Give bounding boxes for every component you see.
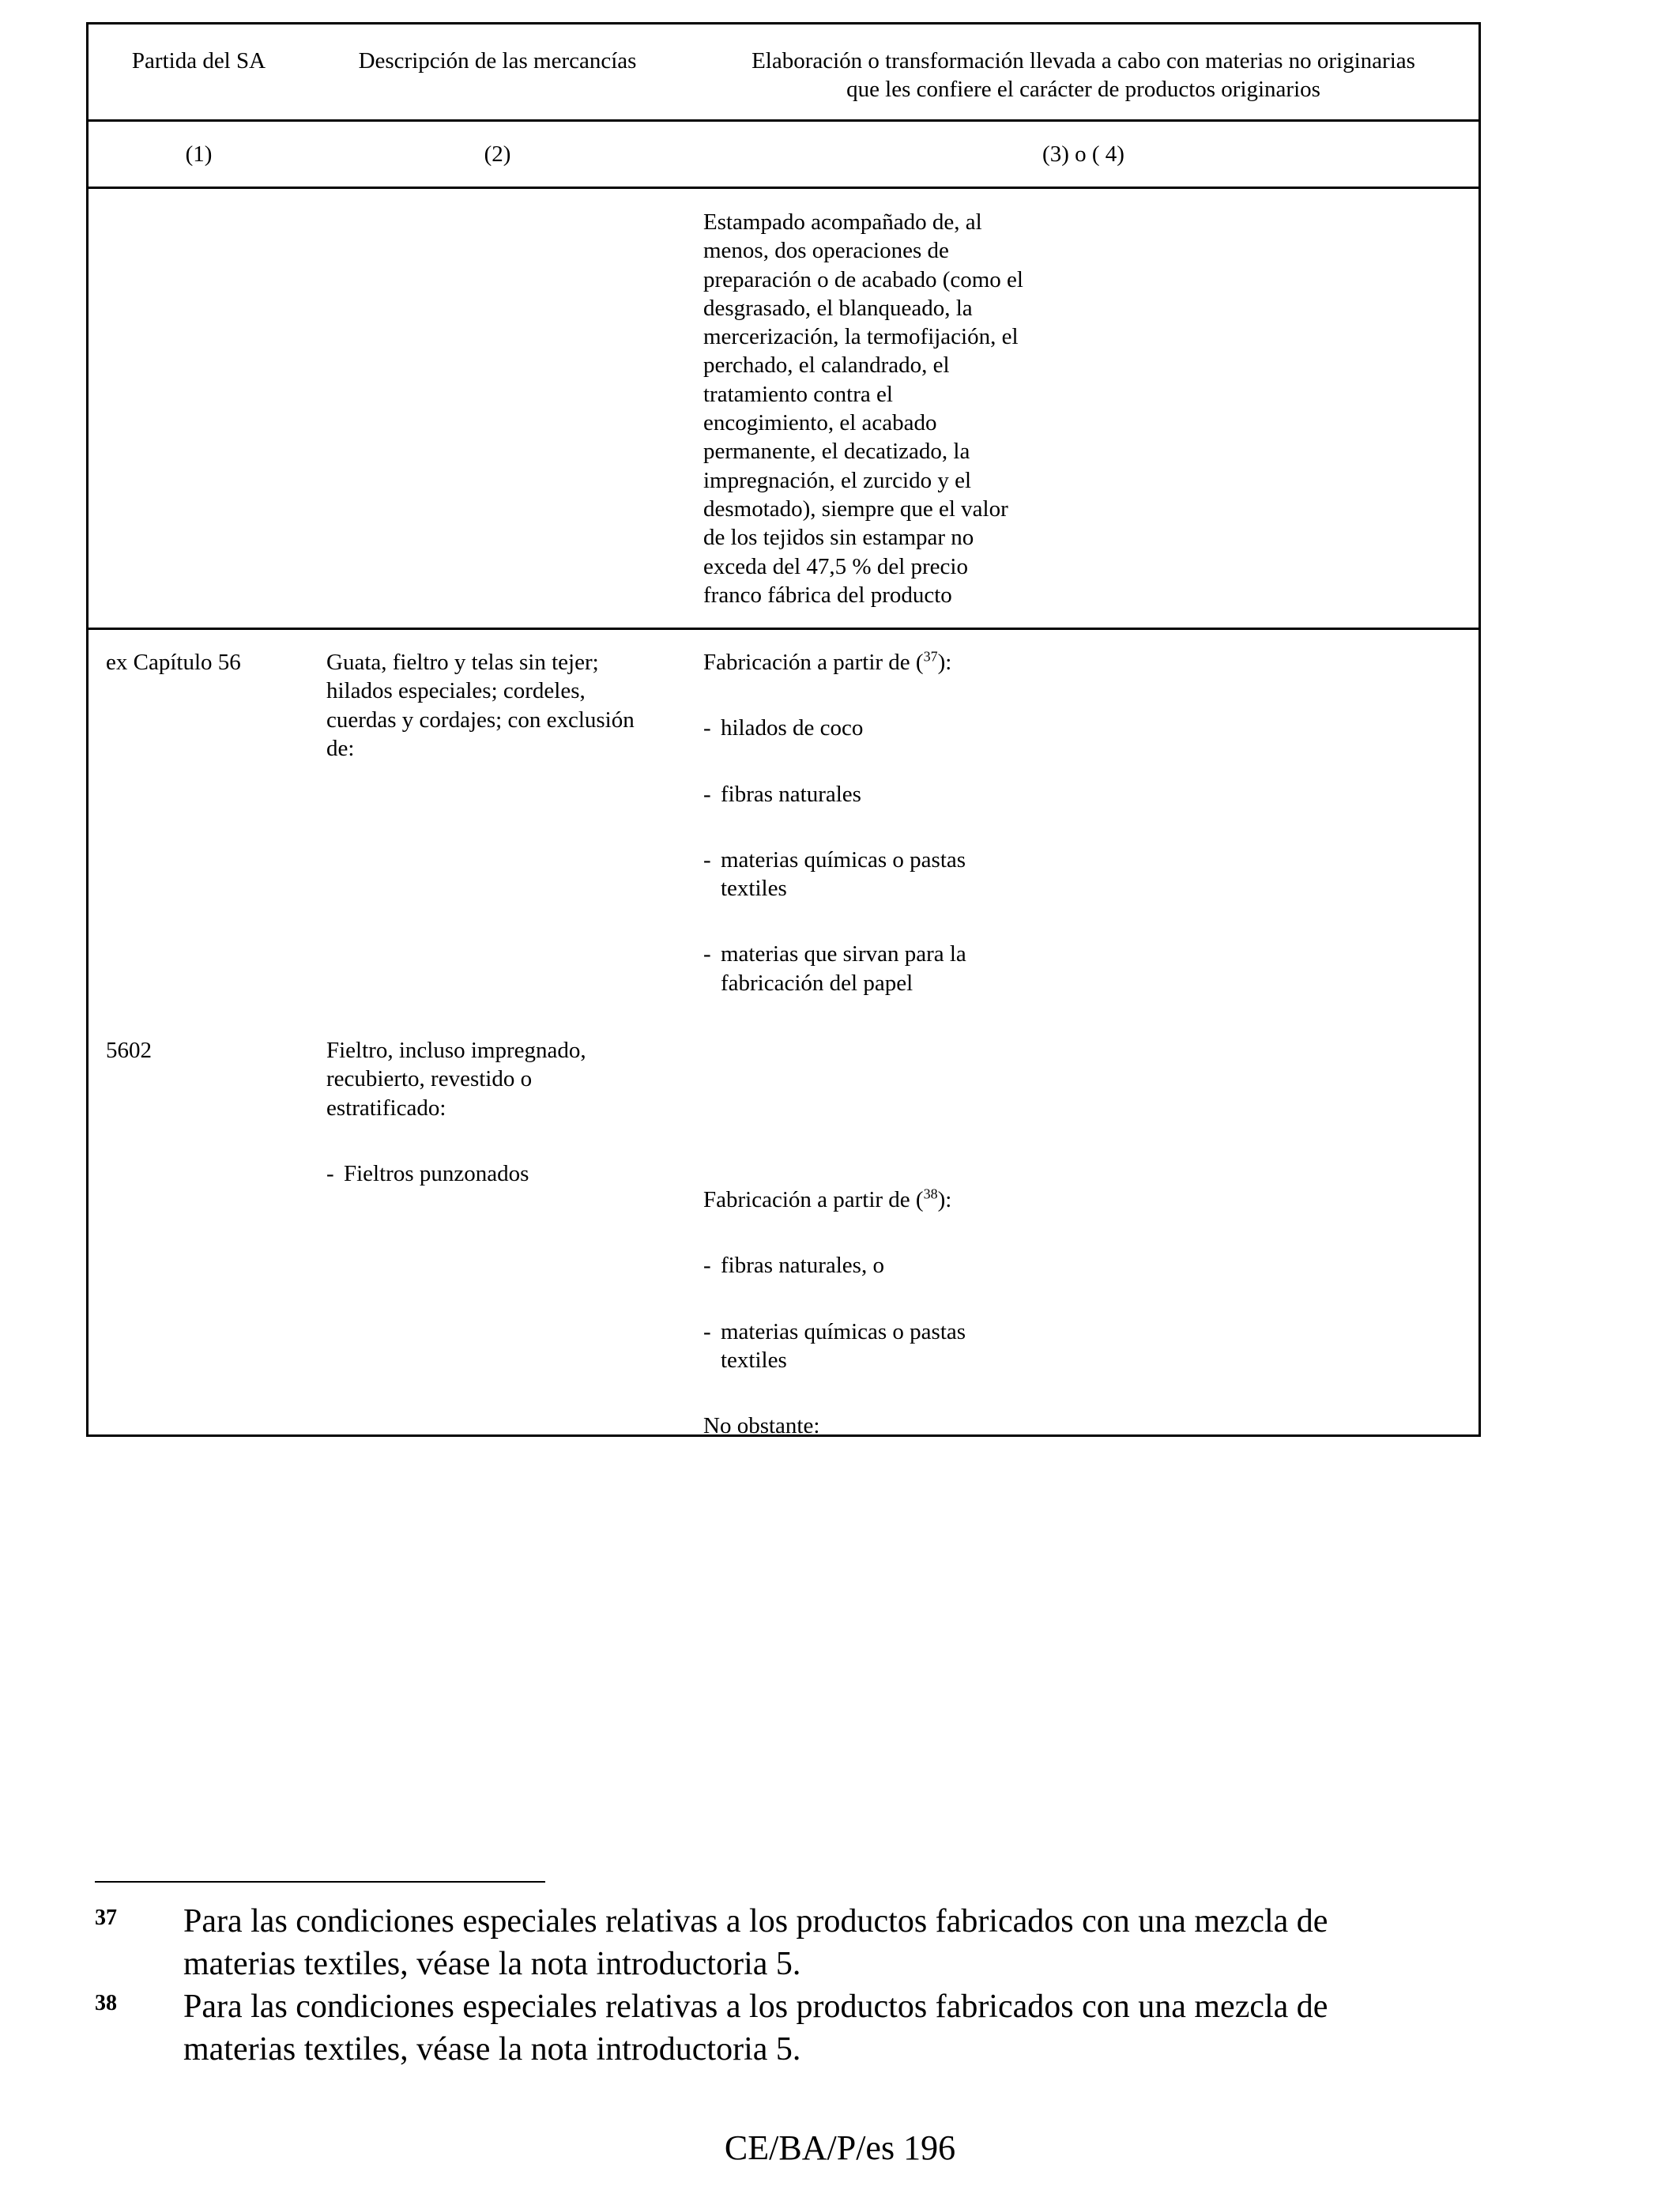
- rule-list-item: [703, 846, 1067, 903]
- rule-item-line: textiles: [721, 876, 787, 902]
- footnote-38: [95, 1985, 1486, 2071]
- header-col1-text: Partida del SA: [131, 48, 266, 74]
- rule-item-line: hilados de coco: [721, 715, 864, 741]
- rule-line: menos, dos operaciones de: [703, 238, 949, 264]
- rule-line: preparación o de acabado (como el: [703, 266, 1023, 292]
- rule-line: encogimiento, el acabado: [703, 410, 937, 436]
- table-divider: [89, 628, 1478, 630]
- rule-line: desgrasado, el blanqueado, la: [703, 295, 973, 321]
- desc-line: estratificado:: [326, 1095, 446, 1121]
- rule-line: tratamiento contra el: [703, 381, 893, 407]
- desc-5602: [326, 1036, 682, 1188]
- desc-list-item: [326, 1159, 682, 1188]
- code-text: 5602: [106, 1038, 152, 1063]
- desc-line: Guata, fieltro y telas sin tejer;: [326, 650, 599, 675]
- rules-table: [86, 22, 1481, 1437]
- header-col1: [89, 47, 309, 75]
- footnote-line: materias textiles, véase la nota introductoria 5.: [183, 2031, 801, 2068]
- rule-list-item: [703, 714, 1067, 742]
- footnote-separator: [95, 1881, 545, 1883]
- dash-bullet: -: [703, 846, 711, 873]
- code-ex-chapter-56: [106, 648, 241, 677]
- footnote-number: 37: [95, 1906, 117, 1930]
- rule-ex-chapter-56: [703, 648, 1067, 997]
- rule-intro-suffix: ):: [937, 650, 952, 675]
- dash-bullet: -: [703, 1318, 711, 1344]
- rule-item-line: fibras naturales, o: [721, 1253, 884, 1279]
- dash-bullet: -: [703, 1253, 711, 1279]
- rule-intro-prefix: Fabricación a partir de (: [703, 1187, 924, 1212]
- desc-ex-chapter-56: [326, 648, 682, 763]
- desc-line: cuerdas y cordajes; con exclusión: [326, 707, 635, 733]
- table-divider: [89, 187, 1478, 189]
- rule-intro: [703, 1186, 1067, 1214]
- rule-list-item: [703, 1318, 1067, 1375]
- rule-line: perchado, el calandrado, el: [703, 352, 950, 379]
- rule-line: mercerización, la termofijación, el: [703, 324, 1019, 350]
- desc-line: recubierto, revestido o: [326, 1066, 533, 1092]
- footnote-number: 38: [95, 1991, 117, 2015]
- footnote-ref-37: 37: [923, 648, 938, 665]
- rule-5602: [703, 1186, 1067, 1440]
- number-col34: [686, 140, 1481, 168]
- header-col3: [686, 47, 1481, 104]
- footnote-ref-38: 38: [923, 1186, 938, 1202]
- rule-item-line: fabricación del papel: [721, 970, 913, 996]
- row1-rule-cell: [703, 208, 1067, 609]
- rule-tail: No obstante:: [703, 1413, 820, 1439]
- desc-line: hilados especiales; cordeles,: [326, 678, 586, 704]
- rule-intro: [703, 648, 1067, 677]
- desc-line: Fieltro, incluso impregnado,: [326, 1038, 586, 1063]
- desc-line: de:: [326, 735, 355, 761]
- page-reference: CE/BA/P/es 196: [724, 2128, 956, 2167]
- rule-list-item: [703, 1251, 1067, 1280]
- header-col3-line: Elaboración o transformación llevada a cabo con materias no originarias: [751, 48, 1415, 74]
- rule-line: impregnación, el zurcido y el: [703, 467, 972, 493]
- rule-line: desmotado), siempre que el valor: [703, 496, 1008, 522]
- footnote-line: Para las condiciones especiales relativas a los productos fabricados con una mezcla de: [183, 1989, 1328, 2025]
- dash-bullet: -: [703, 941, 711, 967]
- rule-list-item: [703, 940, 1067, 997]
- rule-item-line: materias químicas o pastas: [721, 846, 966, 873]
- header-col2: [309, 47, 686, 75]
- footnote-37: [95, 1900, 1486, 1985]
- table-divider: [89, 119, 1478, 122]
- rule-item-line: textiles: [721, 1347, 787, 1373]
- rule-line: franco fábrica del producto: [703, 582, 952, 608]
- dash-bullet: -: [703, 781, 711, 807]
- header-col2-text: Descripción de las mercancías: [358, 48, 637, 74]
- dash-bullet: -: [326, 1160, 334, 1186]
- rule-intro-prefix: Fabricación a partir de (: [703, 650, 924, 675]
- rule-line: permanente, el decatizado, la: [703, 439, 970, 465]
- footnote-line: Para las condiciones especiales relativas a los productos fabricados con una mezcla de: [183, 1903, 1328, 1940]
- number-col1: [89, 140, 309, 168]
- rule-item-line: materias que sirvan para la: [721, 941, 966, 967]
- number-col1-text: (1): [185, 141, 213, 167]
- code-text: ex Capítulo 56: [106, 650, 241, 675]
- desc-item-line: Fieltros punzonados: [344, 1160, 529, 1186]
- rule-line: Estampado acompañado de, al: [703, 209, 982, 235]
- code-5602: [106, 1036, 152, 1065]
- footnote-line: materias textiles, véase la nota introductoria 5.: [183, 1946, 801, 1982]
- number-col34-text: (3) o ( 4): [1042, 141, 1124, 167]
- rule-line: de los tejidos sin estampar no: [703, 525, 974, 551]
- rule-item-line: materias químicas o pastas: [721, 1318, 966, 1344]
- dash-bullet: -: [703, 715, 711, 741]
- rule-line: exceda del 47,5 % del precio: [703, 553, 968, 579]
- rule-intro-suffix: ):: [937, 1187, 952, 1212]
- rule-item-line: fibras naturales: [721, 781, 861, 807]
- number-col2-text: (2): [484, 141, 511, 167]
- rule-list-item: [703, 780, 1067, 809]
- header-col3-line: que les confiere el carácter de productos originarios: [846, 77, 1320, 102]
- number-col2: [309, 140, 686, 168]
